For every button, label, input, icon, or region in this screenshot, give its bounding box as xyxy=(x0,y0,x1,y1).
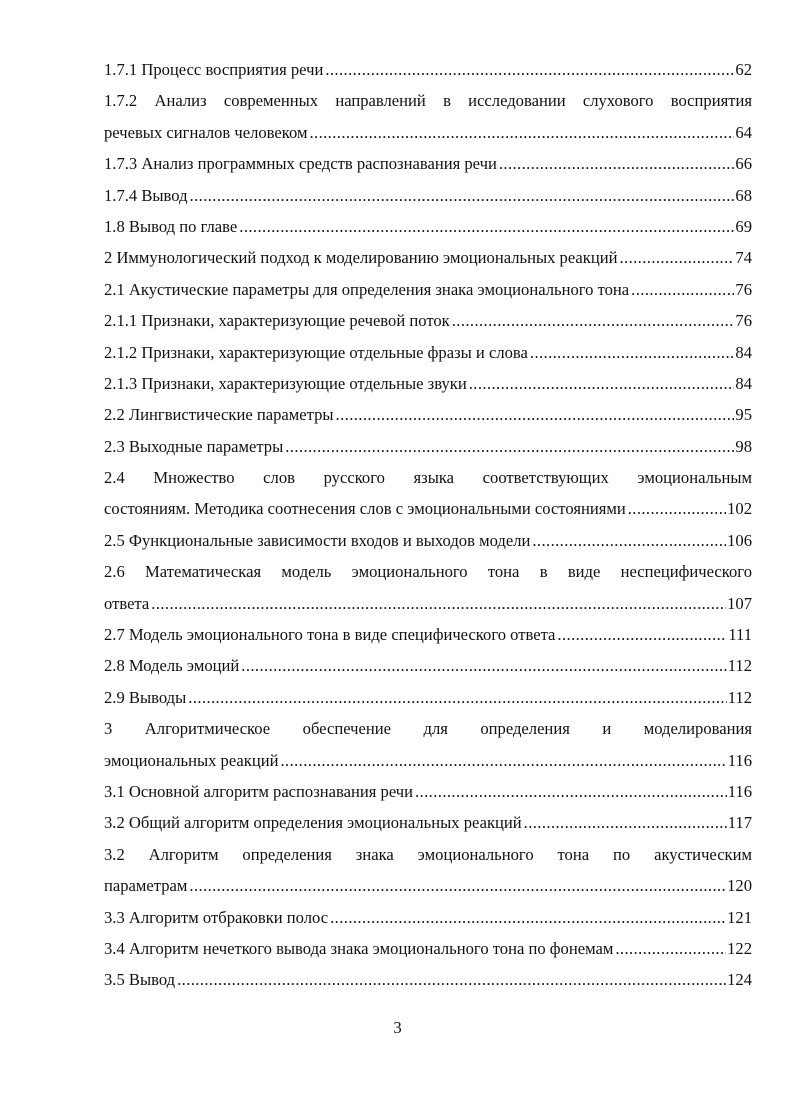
toc-entry xyxy=(104,180,752,211)
toc-entry-page: 120 xyxy=(727,876,752,896)
toc-entry-page: 76 xyxy=(735,311,752,331)
toc-entry-title-line: 2.6 Математическая модель эмоционального тона в виде неспецифического xyxy=(104,562,752,582)
toc-entry-title: 1.8 Вывод по главе xyxy=(104,216,238,236)
toc-entry xyxy=(104,368,752,399)
toc-entry xyxy=(104,54,752,85)
toc-entry-last-line xyxy=(104,305,752,336)
toc-entry xyxy=(104,85,752,148)
toc-entry-title: 2.1.1 Признаки, характеризующие речевой поток xyxy=(104,311,450,331)
toc-entry xyxy=(104,713,752,776)
toc-entry-title: 2 Иммунологический подход к моделированию эмоциональных реакций xyxy=(104,248,618,268)
toc-entry-title: 3.1 Основной алгоритм распознавания речи xyxy=(104,781,414,801)
toc-entry-title-line: 2.4 Множество слов русского языка соответствующих эмоциональным xyxy=(104,468,752,488)
toc-entry-title: 2.1 Акустические параметры для определения знака эмоционального тона xyxy=(104,279,630,299)
dot-leader xyxy=(189,870,726,901)
toc-entry-title-line: 1.7.2 Анализ современных направлений в исследовании слухового восприятия xyxy=(104,91,752,111)
toc-entry xyxy=(104,556,752,619)
toc-entry-title-line: 3.2 Алгоритм определения знака эмоционального тона по акустическим xyxy=(104,844,752,864)
toc-entry-title: 1.7.4 Вывод xyxy=(104,185,188,205)
dot-leader xyxy=(280,745,726,776)
toc-entry-last-line xyxy=(104,337,752,368)
toc-entry-last-line xyxy=(104,54,752,85)
toc-entry-page: 111 xyxy=(728,625,752,645)
toc-entry xyxy=(104,337,752,368)
toc-entry xyxy=(104,839,752,902)
toc-entry-page: 116 xyxy=(727,750,752,770)
toc-entry-page: 117 xyxy=(727,813,752,833)
toc-entry-page: 84 xyxy=(735,373,752,393)
dot-leader xyxy=(325,54,734,85)
dot-leader xyxy=(557,619,727,650)
page-number: 3 xyxy=(393,1018,402,1037)
toc-entry xyxy=(104,462,752,525)
toc-entry-page: 98 xyxy=(735,436,752,456)
dot-leader xyxy=(190,180,735,211)
toc-entry-page: 107 xyxy=(727,593,752,613)
toc-entry-last-line xyxy=(104,117,752,148)
toc-entry-title: 2.1.3 Признаки, характеризующие отдельные звуки xyxy=(104,373,467,393)
dot-leader xyxy=(151,588,726,619)
toc-entry xyxy=(104,964,752,995)
toc-entry-page: 64 xyxy=(735,122,752,142)
toc-entry xyxy=(104,682,752,713)
dot-leader xyxy=(188,682,726,713)
toc-entry-last-line xyxy=(104,431,752,462)
toc-entry-title: 3.5 Вывод xyxy=(104,970,176,990)
dot-leader xyxy=(532,525,726,556)
toc-entry-last-line xyxy=(104,807,752,838)
toc-entry xyxy=(104,776,752,807)
toc-entry xyxy=(104,650,752,681)
toc-entry xyxy=(104,148,752,179)
toc-entry-last-line xyxy=(104,588,752,619)
dot-leader xyxy=(452,305,735,336)
toc-entry-last-line xyxy=(104,493,752,524)
toc-entry-last-line xyxy=(104,180,752,211)
toc-entry xyxy=(104,211,752,242)
dot-leader xyxy=(330,902,726,933)
toc-entry-last-line xyxy=(104,964,752,995)
toc-entry-page: 95 xyxy=(735,405,752,425)
toc-entry-last-line xyxy=(104,933,752,964)
toc-entry xyxy=(104,274,752,305)
toc-entry xyxy=(104,242,752,273)
toc-entry-title: 2.3 Выходные параметры xyxy=(104,436,284,456)
toc-entry-page: 112 xyxy=(727,656,752,676)
dot-leader xyxy=(615,933,726,964)
toc-entry xyxy=(104,399,752,430)
toc-entry-last-line xyxy=(104,650,752,681)
dot-leader xyxy=(309,117,734,148)
toc-entry xyxy=(104,933,752,964)
toc-entry-title-line: 3 Алгоритмическое обеспечение для определения и моделирования xyxy=(104,719,752,739)
dot-leader xyxy=(177,964,726,995)
toc-entry-title: эмоциональных реакций xyxy=(104,750,279,770)
toc-entry-last-line xyxy=(104,902,752,933)
toc-entry-page: 106 xyxy=(727,530,752,550)
toc-entry-title: состояниям. Методика соотнесения слов с эмоциональными состояниями xyxy=(104,499,626,519)
toc-entry-title: 2.7 Модель эмоционального тона в виде специфического ответа xyxy=(104,625,556,645)
toc-entry-last-line xyxy=(104,211,752,242)
toc-entry-title: 2.8 Модель эмоций xyxy=(104,656,240,676)
dot-leader xyxy=(239,211,734,242)
toc-entry-page: 102 xyxy=(727,499,752,519)
dot-leader xyxy=(499,148,735,179)
toc-entry-page: 62 xyxy=(735,60,752,79)
toc-entry-last-line xyxy=(104,148,752,179)
toc-entry xyxy=(104,525,752,556)
toc-entry-page: 121 xyxy=(727,907,752,927)
dot-leader xyxy=(285,431,734,462)
toc-entry-last-line xyxy=(104,619,752,650)
toc-entry-title: 2.9 Выводы xyxy=(104,687,187,707)
toc-entry xyxy=(104,902,752,933)
dot-leader xyxy=(628,493,726,524)
toc-entry-last-line xyxy=(104,870,752,901)
toc-entry-title: речевых сигналов человеком xyxy=(104,122,308,142)
toc-entry-last-line xyxy=(104,242,752,273)
toc-entry-title: 3.2 Общий алгоритм определения эмоциональных реакций xyxy=(104,813,522,833)
toc-entry-page: 76 xyxy=(735,279,752,299)
toc-entry-page: 112 xyxy=(727,687,752,707)
toc-entry-title: параметрам xyxy=(104,876,188,896)
toc-entry-title: 2.5 Функциональные зависимости входов и выходов модели xyxy=(104,530,531,550)
toc-entry-page: 74 xyxy=(735,248,752,268)
toc-entry-last-line xyxy=(104,745,752,776)
dot-leader xyxy=(469,368,735,399)
toc-entry-title: 2.1.2 Признаки, характеризующие отдельные фразы и слова xyxy=(104,342,528,362)
toc-entry-title: 3.4 Алгоритм нечеткого вывода знака эмоционального тона по фонемам xyxy=(104,938,614,958)
dot-leader xyxy=(415,776,727,807)
dot-leader xyxy=(336,399,735,430)
toc-entry-page: 68 xyxy=(735,185,752,205)
dot-leader xyxy=(530,337,735,368)
toc-entry-last-line xyxy=(104,682,752,713)
toc-entry-title: 1.7.3 Анализ программных средств распознавания речи xyxy=(104,154,497,174)
toc-entry-title: ответа xyxy=(104,593,150,613)
toc-entry-page: 84 xyxy=(735,342,752,362)
toc-entry-page: 124 xyxy=(727,970,752,990)
toc-entry-last-line xyxy=(104,399,752,430)
toc-entry-title: 2.2 Лингвистические параметры xyxy=(104,405,334,425)
toc-entry-page: 66 xyxy=(735,154,752,174)
dot-leader xyxy=(524,807,727,838)
toc-entry-title: 1.7.1 Процесс восприятия речи xyxy=(104,60,324,79)
toc-entry xyxy=(104,807,752,838)
toc-entry xyxy=(104,305,752,336)
toc-entry-page: 69 xyxy=(735,216,752,236)
toc-entry xyxy=(104,431,752,462)
dot-leader xyxy=(631,274,734,305)
dot-leader xyxy=(241,650,726,681)
toc-entry-page: 116 xyxy=(727,781,752,801)
toc-entry-last-line xyxy=(104,525,752,556)
toc-entry-title: 3.3 Алгоритм отбраковки полос xyxy=(104,907,329,927)
dot-leader xyxy=(619,242,734,273)
toc-entry xyxy=(104,619,752,650)
toc-entry-last-line xyxy=(104,368,752,399)
toc-entry-page: 122 xyxy=(727,938,752,958)
toc-entry-last-line xyxy=(104,776,752,807)
table-of-contents xyxy=(104,54,752,996)
toc-entry-last-line xyxy=(104,274,752,305)
